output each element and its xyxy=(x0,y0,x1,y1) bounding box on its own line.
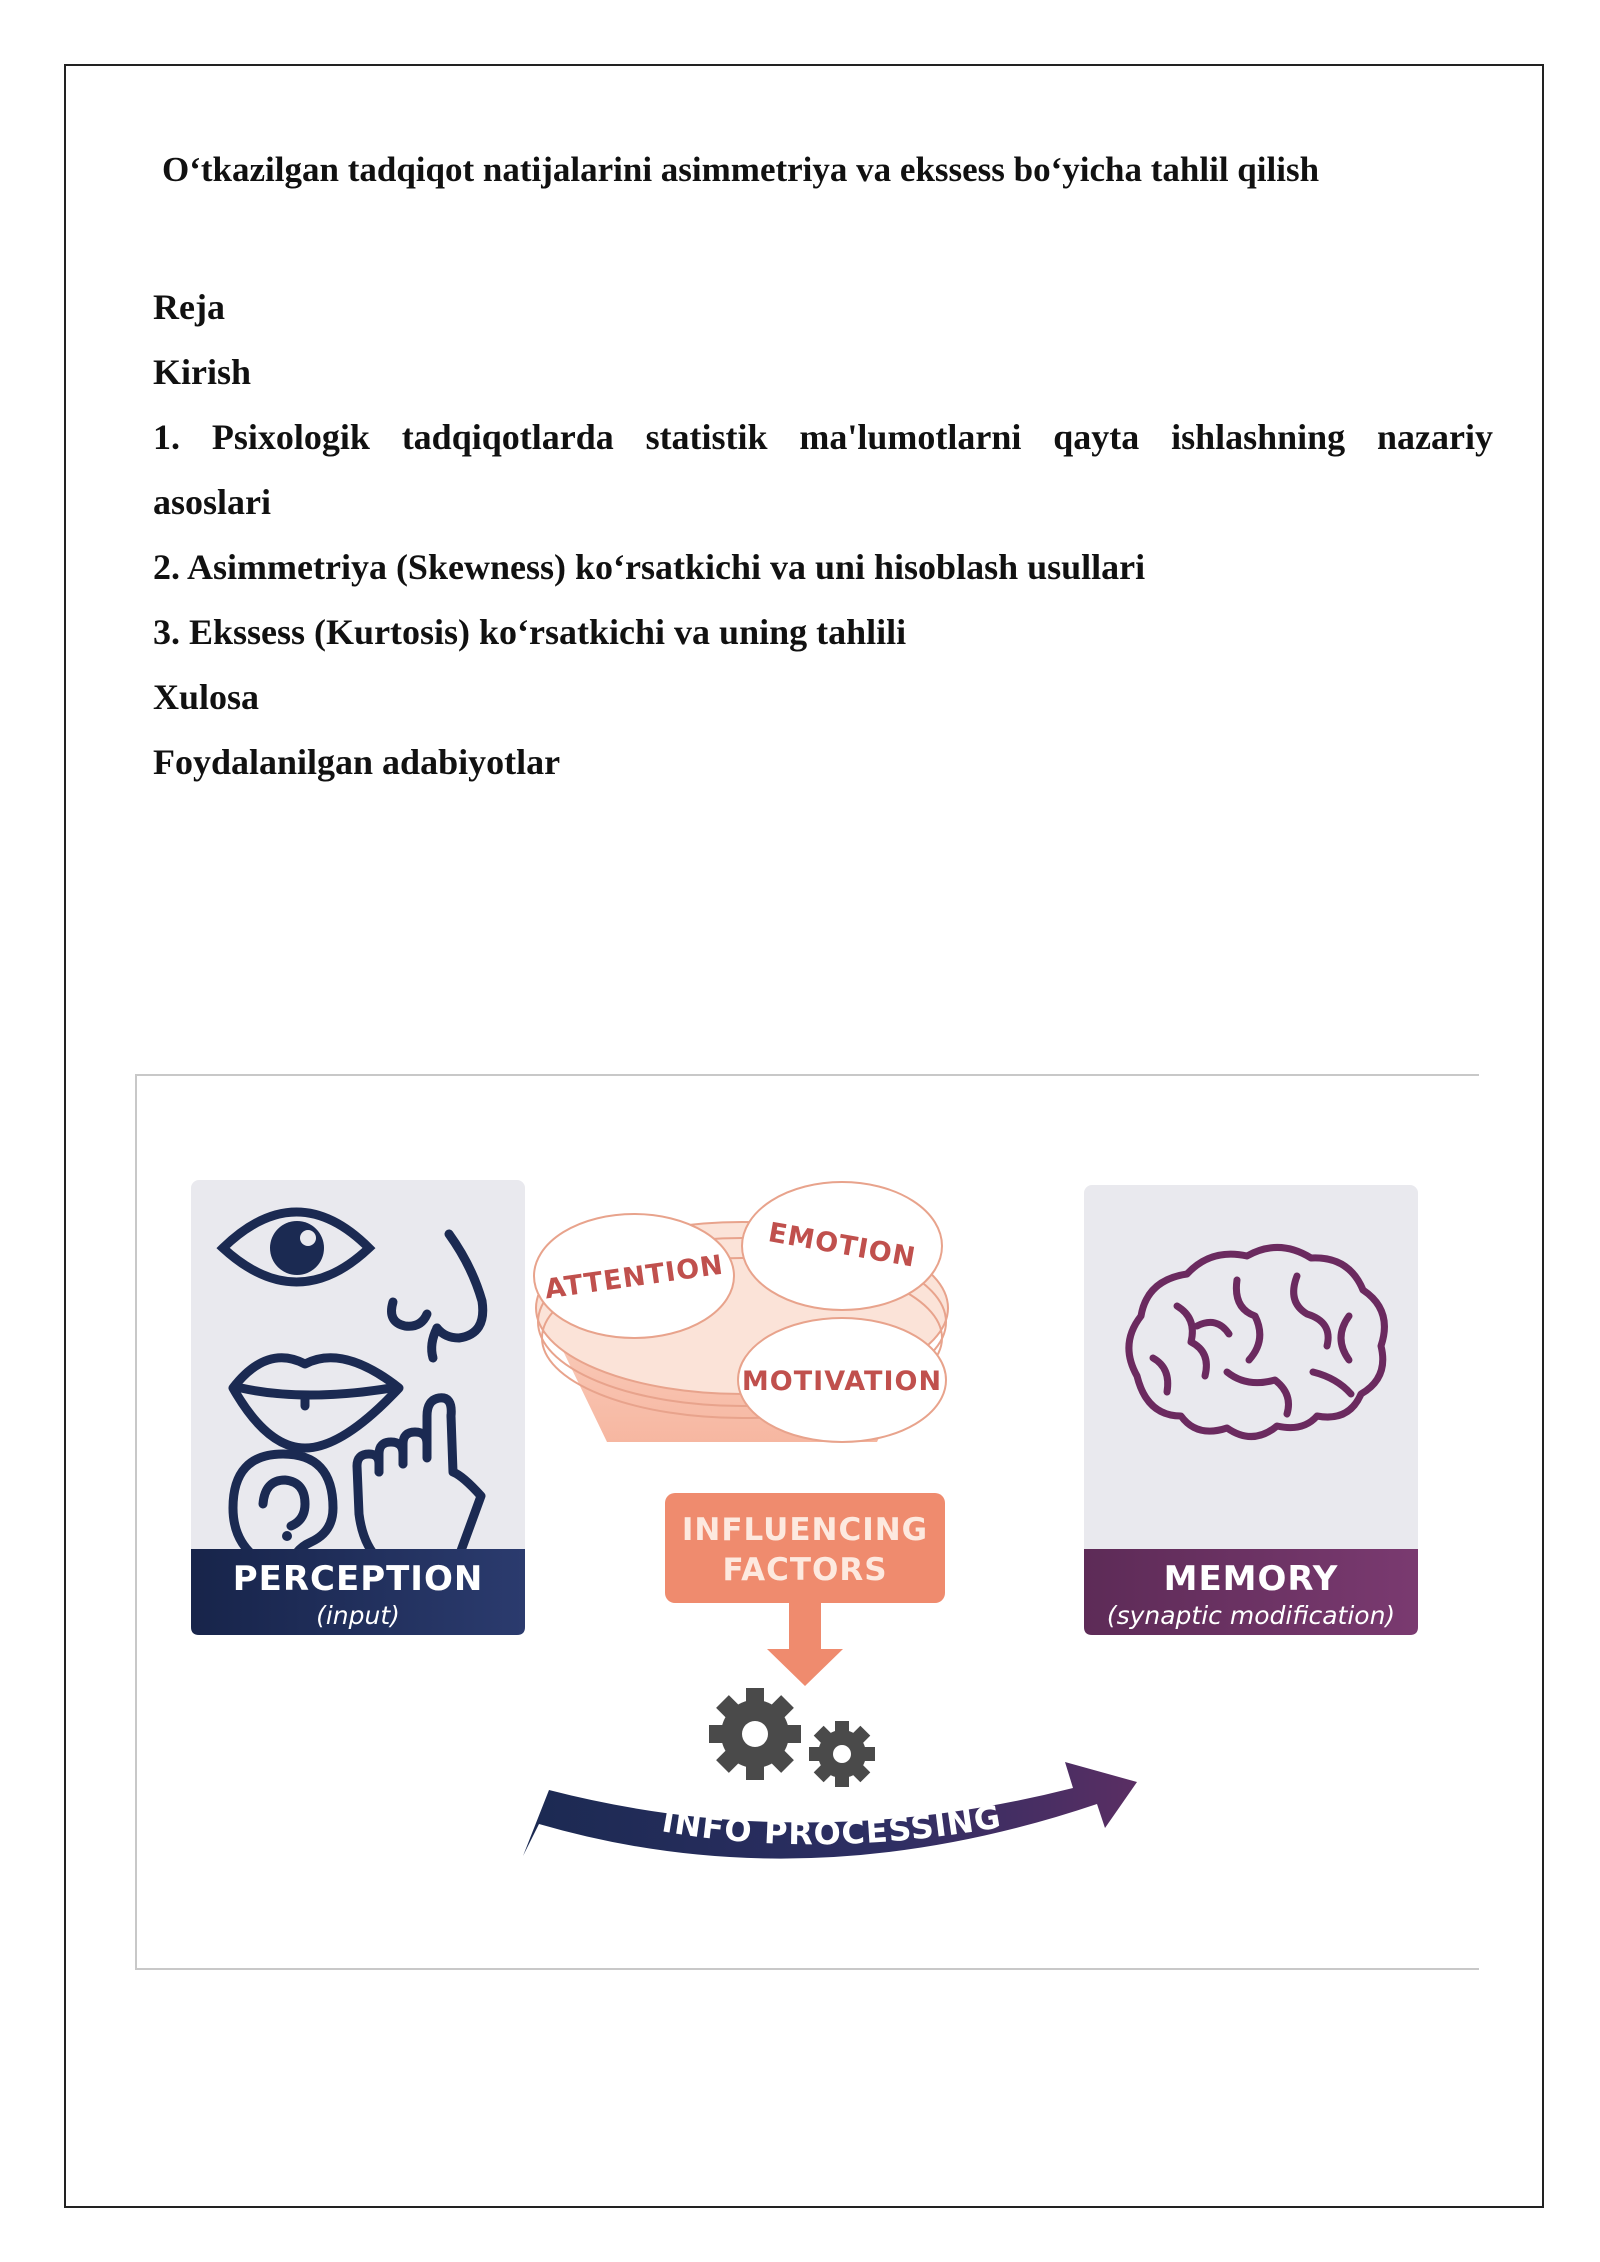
perception-subtitle: (input) xyxy=(316,1601,400,1630)
motivation-label: MOTIVATION xyxy=(741,1366,943,1397)
memory-subtitle: (synaptic modification) xyxy=(1106,1601,1396,1630)
plan-item-1-continued: asoslari xyxy=(153,482,272,522)
perception-title: PERCEPTION xyxy=(232,1559,484,1599)
plan-list xyxy=(153,275,1493,795)
down-arrow-icon xyxy=(767,1603,843,1686)
plan-item-2: 2. Asimmetriya (Skewness) ko‘rsatkichi va uni hisoblash usullari xyxy=(153,547,1146,587)
memory-title: MEMORY xyxy=(1163,1559,1339,1599)
info-processing-arrow xyxy=(523,1762,1137,1859)
influencing-line-2: FACTORS xyxy=(722,1552,888,1588)
plan-heading: Reja xyxy=(153,287,225,327)
attention-label: ATTENTION xyxy=(542,1249,726,1306)
plan-item-introduction: Kirish xyxy=(153,352,252,392)
influencing-factors-funnel xyxy=(534,1182,948,1686)
document-title: O‘tkazilgan tadqiqot natijalarini asimmetriya va ekssess bo‘yicha tahlil qilish xyxy=(162,150,1320,189)
memory-panel xyxy=(1084,1185,1418,1635)
plan-item-3: 3. Ekssess (Kurtosis) ko‘rsatkichi va uning tahlili xyxy=(153,612,907,652)
plan-item-1: 1. Psixologik tadqiqotlarda statistik ma'lumotlarni qayta ishlashning nazariy xyxy=(153,417,1493,457)
plan-item-conclusion: Xulosa xyxy=(153,677,260,717)
influencing-line-1: INFLUENCING xyxy=(681,1512,929,1548)
info-processing-label: INFO PROCESSING xyxy=(659,1797,1005,1853)
info-processing-figure xyxy=(135,1074,1479,1970)
gears-icon xyxy=(709,1688,875,1787)
perception-panel xyxy=(191,1180,525,1635)
plan-item-references: Foydalanilgan adabiyotlar xyxy=(153,742,561,782)
figure-diagram xyxy=(137,1076,1479,1968)
emotion-label: EMOTION xyxy=(765,1217,919,1274)
